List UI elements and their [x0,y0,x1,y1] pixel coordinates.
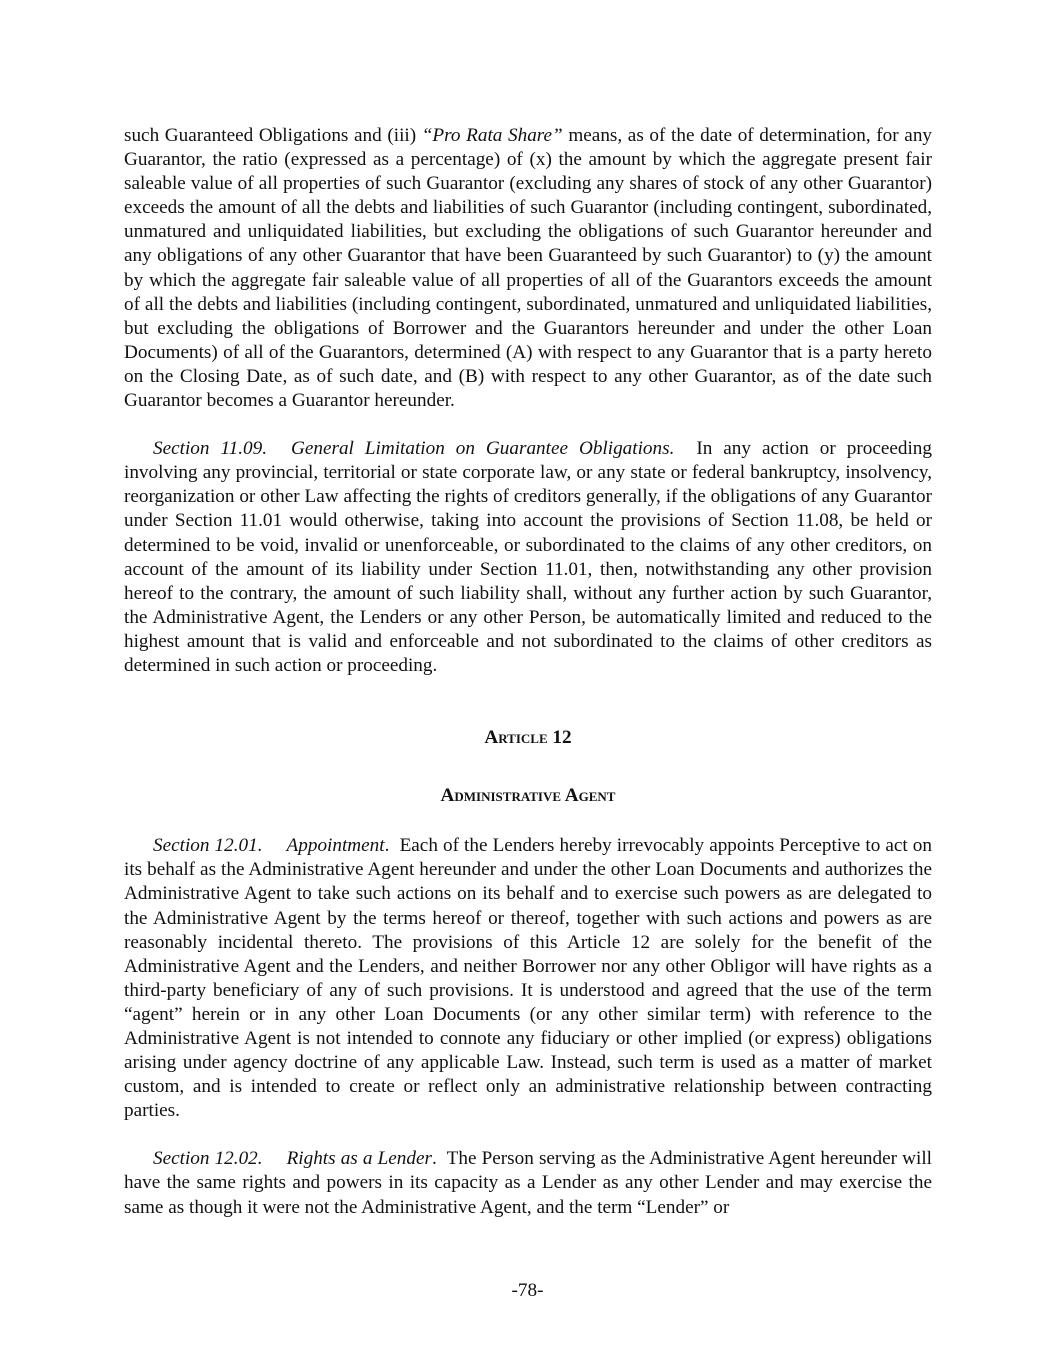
section-12-02: Section 12.02. Rights as a Lender. The Person serving as the Administrative Agent hereunder will have the same rights and powers in its capacity as a Lender as any other Lender and may exercise the same as though it were not the Administrative Agent, and the term “Lender” or [124,1148,932,1218]
paragraph-lead-text: such Guaranteed Obligations and (iii) [124,125,422,146]
section-body: In any action or proceeding involving any provincial, territorial or state corporate law, or any state or federal bankruptcy, insolvency, reorganization or other Law affecting the rights of creditors generally, if the obligations of any Guarantor under Section 11.01 would otherwise, taking into account the provisions of Section 11.08, be held or determined to be void, invalid or unenforceable, or subordinated to the claims of any other creditors, on account of the amount of its liability under Section 11.01, then, notwithstanding any other provision hereof to the contrary, the amount of such liability shall, without any further action by such Guarantor, the Administrative Agent, the Lenders or any other Person, be automatically limited and reduced to the highest amount that is valid and enforceable and not subordinated to the claims of other creditors as determined in such action or proceeding. [124,438,932,676]
section-title: Rights as a Lender [286,1148,432,1170]
section-number: Section 11.09. [153,438,267,460]
article-subheading: Administrative Agent [440,785,616,807]
section-title: Appointment [286,835,385,857]
article-heading: Article 12 [484,727,572,749]
page-number: -78- [511,1280,544,1301]
section-number: Section 12.01. [153,835,263,857]
paragraph-pro-rata-share [124,124,932,413]
paragraph-body-text: means, as of the date of determination, for any Guarantor, the ratio (expressed as a percentage) of (x) the amount by which the aggregate present fair saleable value of all properties of such Guarantor (excluding any shares of stock of any other Guarantor) exceeds the amount of all the debts and liabilities of such Guarantor (including contingent, subordinated, unmatured and unliquidated liabilities, but excluding the obligations of such Guarantor hereunder and any obligations of any other Guarantor that have been Guaranteed by such Guarantor) to (y) the amount by which the aggregate fair saleable value of all properties of all of the Guarantors exceeds the amount of all the debts and liabilities (including contingent, subordinated, unmatured and unliquidated liabilities, but excluding the obligations of Borrower and the Guarantors hereunder and under the other Loan Documents) of all of the Guarantors, determined (A) with respect to any Guarantor that is a party hereto on the Closing Date, as of such date, and (B) with respect to any other Guarantor, as of the date such Guarantor becomes a Guarantor hereunder. [124,125,933,412]
section-number: Section 12.02. [153,1148,263,1170]
section-body: The Person serving as the Administrative Agent hereunder will have the same rights and powers in its capacity as a Lender as any other Lender and may exercise the same as though it were not the Administrative Agent, and the term “Lender” or [124,1148,932,1218]
document-page [124,124,932,1220]
section-body: Each of the Lenders hereby irrevocably appoints Perceptive to act on its behalf as the Administrative Agent hereunder and under the other Loan Documents and authorizes the Administrative Agent to take such actions on its behalf and to exercise such powers as are delegated to the Administrative Agent by the terms hereof or thereof, together with such actions and powers as are reasonably incidental thereto. The provisions of this Article 12 are solely for the benefit of the Administrative Agent and the Lenders, and neither Borrower nor any other Obligor will have rights as a third-party beneficiary of any of such provisions. It is understood and agreed that the use of the term “agent” herein or in any other Loan Documents (or any other similar term) with reference to the Administrative Agent is not intended to connote any fiduciary or other implied (or express) obligations arising under agency doctrine of any applicable Law. Instead, such term is used as a matter of market custom, and is intended to create or reflect only an administrative relationship between contracting parties. [124,835,932,1122]
defined-term-pro-rata-share: “Pro Rata Share” [421,125,563,146]
section-title: General Limitation on Guarantee Obligations. [291,438,675,460]
section-12-01: Section 12.01. Appointment. Each of the Lenders hereby irrevocably appoints Perceptive to act on its behalf as the Administrative Agent hereunder and under the other Loan Documents and authorizes the Administrative Agent to take such actions on its behalf and to exercise such powers as are delegated to the Administrative Agent by the terms hereof or thereof, together with such actions and powers as are reasonably incidental thereto. The provisions of this Article 12 are solely for the benefit of the Administrative Agent and the Lenders, and neither Borrower nor any other Obligor will have rights as a third-party beneficiary of any of such provisions. It is understood and agreed that the use of the term “agent” herein or in any other Loan Documents (or any other similar term) with reference to the Administrative Agent is not intended to connote any fiduciary or other implied (or express) obligations arising under agency doctrine of any applicable Law. Instead, such term is used as a matter of market custom, and is intended to create or reflect only an administrative relationship between contracting parties. [124,835,932,1122]
section-11-09 [124,437,932,678]
